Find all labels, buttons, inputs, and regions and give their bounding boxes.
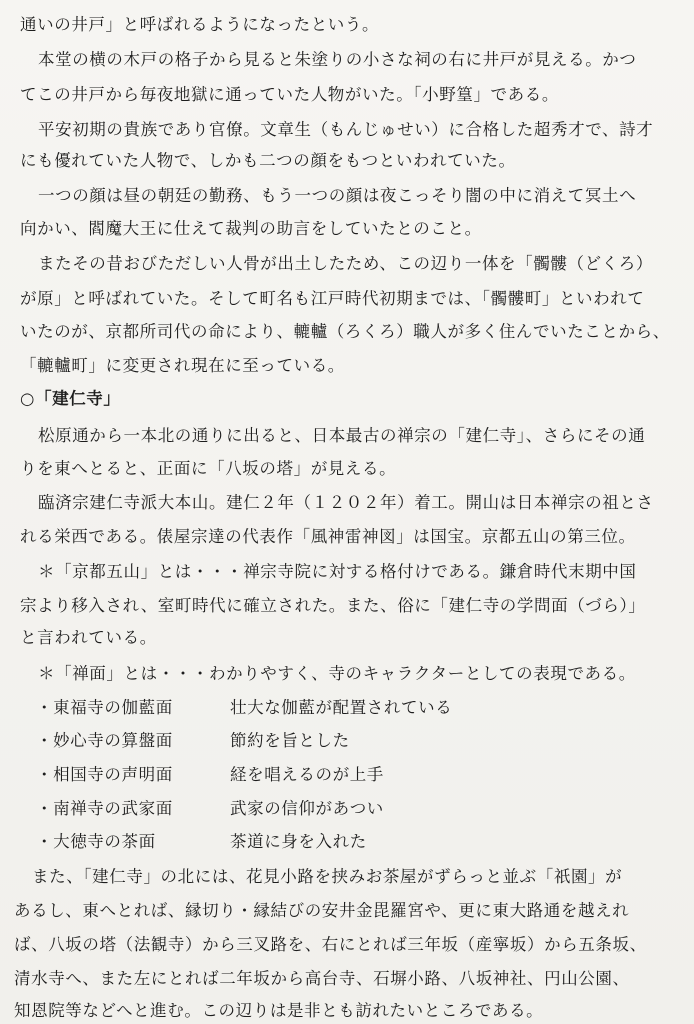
text-line: 向かい、閻魔大王に仕えて裁判の助言をしていたとのこと。 <box>20 219 482 238</box>
text-line: 平安初期の貴族であり官僚。文章生（もんじゅせい）に合格した超秀才で、詩才 <box>38 120 654 139</box>
text-line: ば、八坂の塔（法観寺）から三叉路を、右にとれば三年坂（産寧坂）から五条坂、 <box>14 935 647 954</box>
text-line: てこの井戸から毎夜地獄に通っていた人物がいた。「小野篁」である。 <box>20 85 559 104</box>
list-item-desc: 茶道に身を入れた <box>230 832 367 851</box>
list-item <box>36 798 173 820</box>
text-line: 一つの顔は昼の朝廷の勤務、もう一つの顔は夜こっそり闇の中に消えて冥土へ <box>38 186 637 205</box>
temple-name: ・南禅寺の武家面 <box>36 799 173 818</box>
list-item <box>36 697 173 719</box>
list-item <box>36 831 156 853</box>
text-line: 本堂の横の木戸の格子から見ると朱塗りの小さな祠の右に井戸が見える。かつ <box>38 50 637 69</box>
text-line: 知恩院等などへと進む。この辺りは是非とも訪れたいところである。 <box>14 1001 544 1020</box>
temple-name: ・相国寺の声明面 <box>36 765 173 784</box>
text-line: 清水寺へ、また左にとれば二年坂から高台寺、石塀小路、八坂神社、円山公園、 <box>14 969 630 988</box>
text-line: 通いの井戸」と呼ばれるようになったという。 <box>20 15 380 34</box>
text-line: と言われている。 <box>20 628 157 647</box>
list-item <box>36 764 173 786</box>
section-heading: ○「建仁寺」 <box>20 389 121 408</box>
text-line: ＊「京都五山」とは・・・禅宗寺院に対する格付けである。鎌倉時代末期中国 <box>38 562 637 581</box>
text-line: にも優れていた人物で、しかも二つの顔をもつといわれていた。 <box>20 151 516 170</box>
text-line: れる栄西である。俵屋宗達の代表作「風神雷神図」は国宝。京都五山の第三位。 <box>20 527 636 546</box>
list-item-desc: 節約を旨とした <box>230 731 350 750</box>
text-line: 臨済宗建仁寺派大本山。建仁２年（１２０２年）着工。開山は日本禅宗の祖とさ <box>38 493 654 512</box>
text-line: が原」と呼ばれていた。そして町名も江戸時代初期までは、「髑髏町」といわれて <box>20 289 645 308</box>
temple-name: ・大徳寺の茶面 <box>36 832 156 851</box>
text-line: また、「建仁寺」の北には、花見小路を挟みお茶屋がずらっと並ぶ「祇園」が <box>32 867 623 886</box>
list-item-desc: 武家の信仰があつい <box>230 799 384 818</box>
temple-name: ・妙心寺の算盤面 <box>36 731 173 750</box>
text-line: りを東へとると、正面に「八坂の塔」が見える。 <box>20 459 397 478</box>
temple-name: ・東福寺の伽藍面 <box>36 698 173 717</box>
text-line: あるし、東へとれば、縁切り・縁結びの安井金毘羅宮や、更に東大路通を越えれ <box>14 901 630 920</box>
text-line: 宗より移入され、室町時代に確立された。また、俗に「建仁寺の学問面（づら）」 <box>20 596 646 615</box>
list-item-desc: 壮大な伽藍が配置されている <box>230 698 453 717</box>
list-item <box>36 730 173 752</box>
text-line: いたのが、京都所司代の命により、轆轤（ろくろ）職人が多く住んでいたことから、 <box>20 322 670 341</box>
list-item-desc: 経を唱えるのが上手 <box>230 765 384 784</box>
text-line: 松原通から一本北の通りに出ると、日本最古の禅宗の「建仁寺」、さらにその通 <box>38 426 646 445</box>
text-line: 「轆轤町」に変更され現在に至っている。 <box>20 356 345 375</box>
text-line: またその昔おびただしい人骨が出土したため、この辺り一体を「髑髏（どくろ） <box>38 254 653 273</box>
text-line: ＊「禅面」とは・・・わかりやすく、寺のキャラクターとしての表現である。 <box>38 664 636 683</box>
